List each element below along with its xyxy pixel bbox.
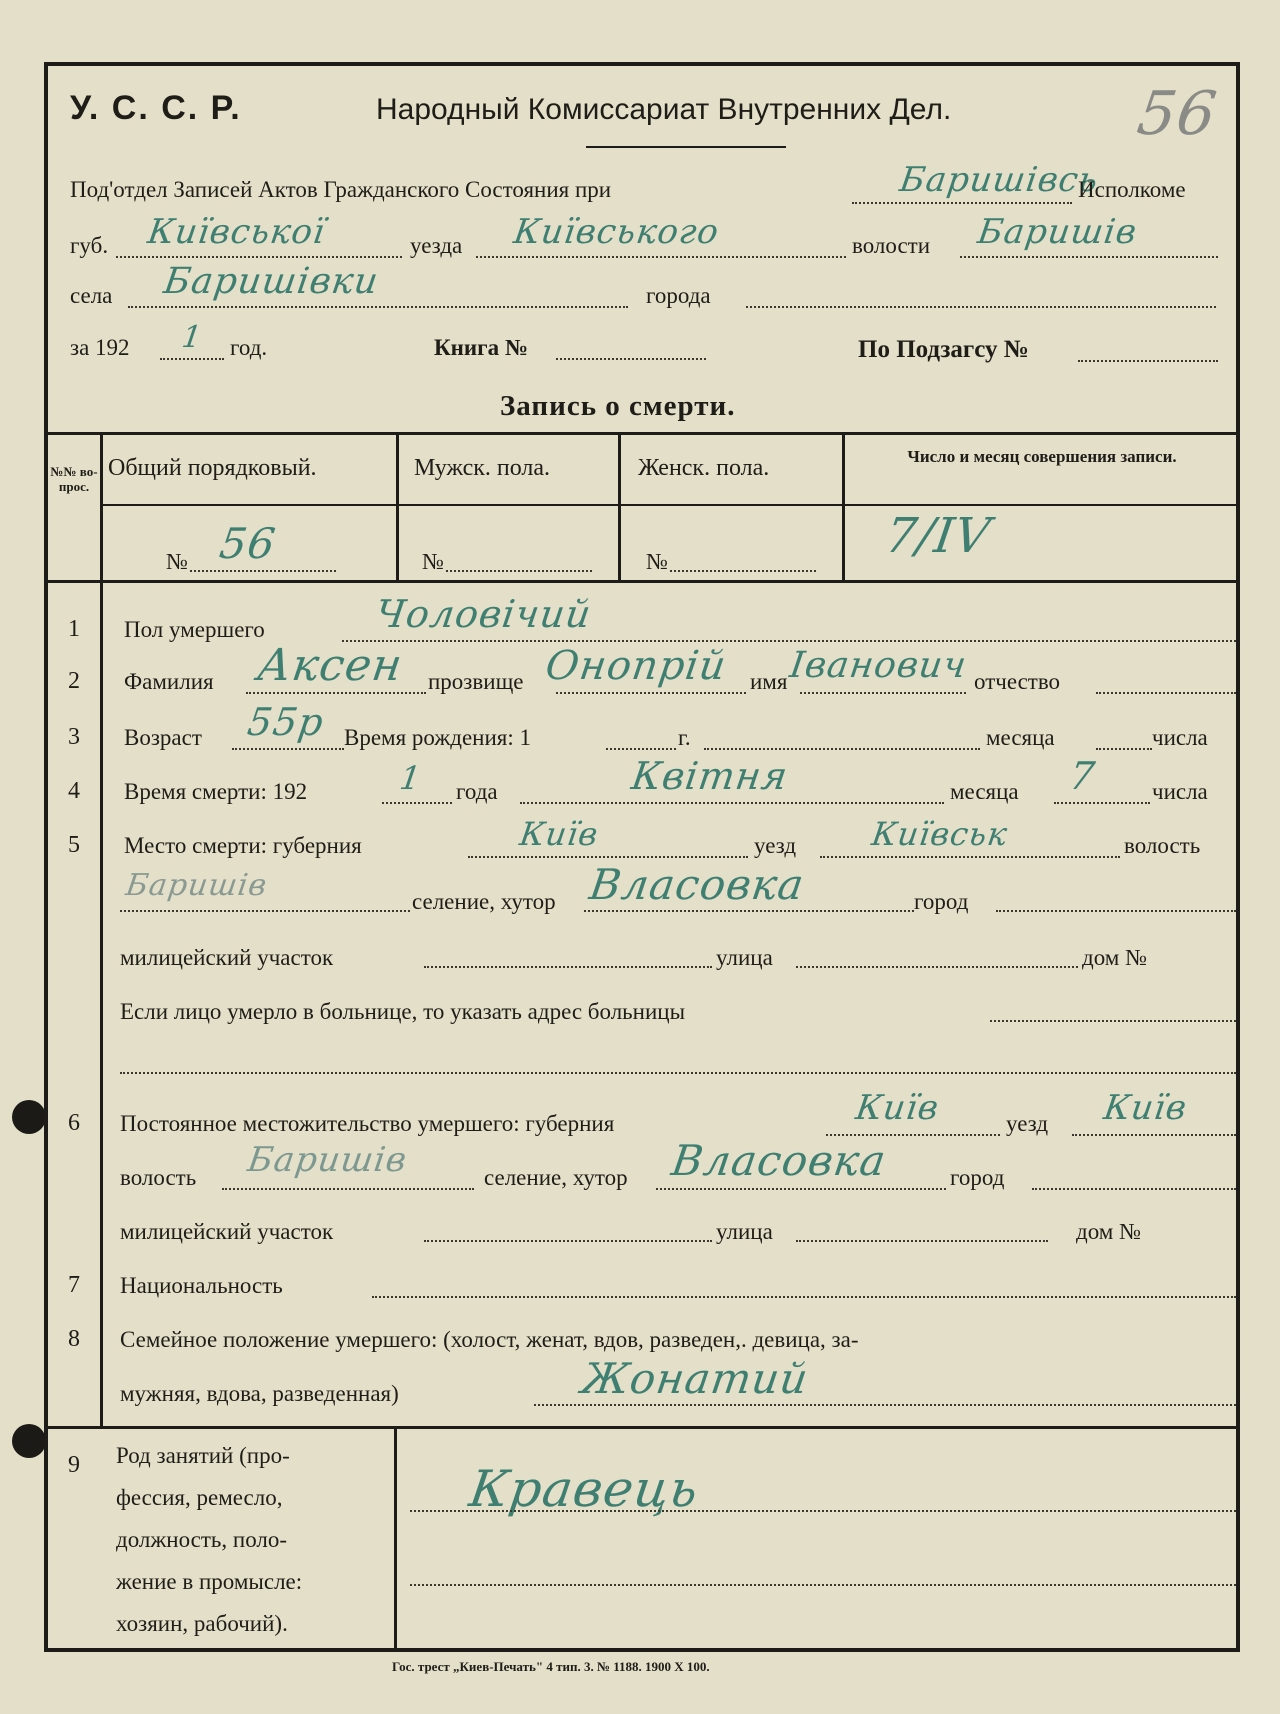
ussr-label: У. С. С. Р. xyxy=(70,89,242,127)
q5-street-line xyxy=(796,966,1078,968)
selo-value: Баришівки xyxy=(161,261,382,302)
uezd-value: Київського xyxy=(511,212,722,252)
volost-label: волости xyxy=(852,233,931,258)
q5-number: 5 xyxy=(68,832,80,858)
q4-month: Квітня xyxy=(628,754,791,798)
q5-militia-line xyxy=(424,966,712,968)
q6-volost: Баришів xyxy=(245,1140,410,1180)
q3-day-label: числа xyxy=(1152,725,1208,750)
q5-hospital-line-2 xyxy=(120,1072,1236,1074)
q5-gorod-label: город xyxy=(914,889,969,914)
q5-label: Место смерти: губерния xyxy=(124,833,362,858)
question-col-header: №№ во-прос. xyxy=(50,464,98,494)
q7-line xyxy=(372,1296,1236,1298)
q3-age-line xyxy=(232,748,344,750)
q6-selo: Власовка xyxy=(668,1136,890,1185)
q5-uezd-line xyxy=(820,856,1120,858)
table-header-bottom-rule xyxy=(48,580,1236,583)
q4-year-line xyxy=(382,802,452,804)
col-divider-2 xyxy=(618,432,621,582)
q2-surname: Аксен xyxy=(254,640,406,691)
ministry-title: Народный Комиссариат Внутренних Дел. xyxy=(376,93,952,126)
q3-birth-label: Время рождения: 1 xyxy=(344,725,531,750)
q5-house-label: дом № xyxy=(1082,945,1148,970)
col2-no-label: № xyxy=(422,549,444,574)
q4-number: 4 xyxy=(68,778,80,804)
punch-hole-bottom xyxy=(12,1424,46,1458)
god-label: год. xyxy=(230,335,268,360)
q6-gorod-line xyxy=(1032,1188,1236,1190)
q5-selo-label: селение, хутор xyxy=(412,889,556,914)
q2-patronymic-line xyxy=(1096,692,1236,694)
volost-line xyxy=(960,256,1218,258)
q7-number: 7 xyxy=(68,1272,80,1298)
col1-header: Общий порядковый. xyxy=(108,455,317,481)
q2-name-label: имя xyxy=(750,669,788,694)
q4-month-value-line xyxy=(520,802,944,804)
q1-number: 1 xyxy=(68,616,80,642)
q3-age: 55р xyxy=(244,700,327,744)
archive-number: 56 xyxy=(1133,79,1222,149)
q9-label-1: Род занятий (про- xyxy=(116,1443,290,1468)
record-date-value: 7/IV xyxy=(882,508,995,564)
punch-hole-top xyxy=(12,1100,46,1134)
col-divider-q xyxy=(100,432,103,582)
q9-label-2: фессия, ремесло, xyxy=(116,1485,283,1510)
q4-label: Время смерти: 192 xyxy=(124,779,308,804)
q2-nick-line xyxy=(556,692,746,694)
podzagsu-label: По Подзагсу № xyxy=(858,336,1029,363)
podzagsu-line xyxy=(1078,360,1218,362)
q1-answer: Чоловічий xyxy=(372,592,595,636)
q9-number: 9 xyxy=(68,1452,80,1478)
header-inner-rule xyxy=(100,504,1236,506)
q8-line xyxy=(534,1404,1236,1406)
q7-label: Национальность xyxy=(120,1273,283,1298)
q5-hospital-line xyxy=(990,1020,1236,1022)
q4-month-label: месяца xyxy=(950,779,1019,804)
q2-surname-line xyxy=(246,692,426,694)
executive-label: Исполкоме xyxy=(1078,177,1186,202)
q3-g-line xyxy=(704,748,980,750)
q5-street-label: улица xyxy=(716,945,773,970)
subdept-label: Под'отдел Записей Актов Гражданского Состояния при xyxy=(70,177,612,202)
q9-line-1 xyxy=(410,1510,1236,1512)
col3-no-line xyxy=(670,570,816,572)
record-title: Запись о смерти. xyxy=(500,390,736,422)
q1-label: Пол умершего xyxy=(124,617,265,642)
q2-nick-label: прозвище xyxy=(428,669,524,694)
q5-uezd-label: уезд xyxy=(754,833,797,858)
col2-no-line xyxy=(446,570,592,572)
col-divider-3 xyxy=(842,432,845,582)
q5-gorod-line xyxy=(996,910,1236,912)
q1-line xyxy=(342,640,1236,642)
gorod-label: города xyxy=(646,283,711,308)
q5-gub: Київ xyxy=(517,815,601,853)
uezd-line xyxy=(476,256,846,258)
q5-volost-label: волость xyxy=(1124,833,1201,858)
subdept-value: Баришівсь xyxy=(897,160,1102,200)
gorod-line xyxy=(746,306,1216,308)
q4-day-line xyxy=(1054,802,1150,804)
book-line xyxy=(556,358,706,360)
q4-year-digit: 1 xyxy=(397,759,425,797)
book-label: Книга № xyxy=(434,335,528,360)
q5-uezd: Київськ xyxy=(869,815,1011,853)
col3-header: Женск. пола. xyxy=(638,455,770,481)
q5-selo: Власовка xyxy=(586,860,808,909)
q9-divider xyxy=(394,1428,397,1648)
col2-header: Мужск. пола. xyxy=(414,455,551,481)
printer-imprint: Гос. трест „Киев-Печать" 4 тип. 3. № 1188. 1900 Х 100. xyxy=(392,1659,710,1674)
q5-militia-label: милицейский участок xyxy=(120,945,334,970)
year-label: за 192 xyxy=(70,335,130,360)
q6-volost-line xyxy=(222,1188,474,1190)
q2-patronymic: Іванович xyxy=(787,645,970,686)
section-9-top-rule xyxy=(48,1426,1236,1429)
gub-line xyxy=(116,256,402,258)
q2-name-line xyxy=(800,692,966,694)
q3-birth-line xyxy=(606,748,676,750)
col1-no-label: № xyxy=(166,549,188,574)
q6-number: 6 xyxy=(68,1110,80,1136)
num-col-divider xyxy=(100,582,103,1428)
q6-gub: Київ xyxy=(853,1088,942,1128)
table-top-rule xyxy=(48,432,1236,435)
q6-label: Постоянное местожительство умершего: губерния xyxy=(120,1111,615,1136)
q3-g-label: г. xyxy=(678,725,691,750)
q6-street-label: улица xyxy=(716,1219,773,1244)
q6-uezd-label: уезд xyxy=(1006,1111,1049,1136)
q8-number: 8 xyxy=(68,1326,80,1352)
q8-label-line2: мужняя, вдова, разведенная) xyxy=(120,1381,399,1406)
col-divider-1 xyxy=(396,432,399,582)
q6-uezd: Київ xyxy=(1101,1088,1190,1128)
q6-uezd-line xyxy=(1072,1134,1236,1136)
q2-number: 2 xyxy=(68,668,80,694)
q6-militia-label: милицейский участок xyxy=(120,1219,334,1244)
q2-name: Онопрій xyxy=(542,643,730,689)
q6-selo-label: селение, хутор xyxy=(484,1165,628,1190)
volost-value: Баришів xyxy=(975,212,1140,252)
q4-day-label: числа xyxy=(1152,779,1208,804)
q4-day: 7 xyxy=(1066,754,1099,798)
q9-label-3: должность, поло- xyxy=(116,1527,288,1552)
uezd-label: уезда xyxy=(410,233,463,258)
q9-label-4: жение в промысле: xyxy=(116,1569,303,1594)
q6-gorod-label: город xyxy=(950,1165,1005,1190)
year-digit: 1 xyxy=(179,320,205,355)
subdept-line xyxy=(852,202,1072,204)
col4-header: Число и месяц совершения записи. xyxy=(907,447,1177,466)
q9-line-2 xyxy=(410,1584,1236,1586)
q6-house-label: дом № xyxy=(1076,1219,1142,1244)
gub-label: губ. xyxy=(70,233,109,258)
gub-value: Київської xyxy=(145,212,328,252)
title-underline xyxy=(586,146,786,148)
q8-label-line1: Семейное положение умершего: (холост, женат, вдов, разведен,. девица, за- xyxy=(120,1327,859,1352)
q3-month-label: месяца xyxy=(986,725,1055,750)
q6-militia-line xyxy=(424,1240,712,1242)
q9-answer: Кравець xyxy=(465,1460,703,1518)
q4-year-label: года xyxy=(456,779,498,804)
q2-surname-label: Фамилия xyxy=(124,669,214,694)
q5-hospital-label: Если лицо умерло в больнице, то указать адрес больницы xyxy=(120,999,686,1024)
q3-month-line xyxy=(1096,748,1152,750)
selo-label: села xyxy=(70,283,113,308)
col3-no-label: № xyxy=(646,549,668,574)
q9-label-5: хозяин, рабочий). xyxy=(116,1611,288,1636)
q8-answer: Жонатий xyxy=(578,1354,812,1403)
q6-volost-label: волость xyxy=(120,1165,197,1190)
q5-selo-line xyxy=(584,910,914,912)
selo-line xyxy=(128,306,628,308)
q5-volost: Баришів xyxy=(123,868,270,903)
q3-number: 3 xyxy=(68,724,80,750)
q6-street-line xyxy=(796,1240,1048,1242)
q6-selo-line xyxy=(656,1188,946,1190)
col1-no-line xyxy=(190,570,336,572)
q2-patronymic-label: отчество xyxy=(974,669,1061,694)
q5-volost-line xyxy=(120,910,410,912)
q5-gub-line xyxy=(468,856,748,858)
year-line xyxy=(160,358,224,360)
general-number-value: 56 xyxy=(216,519,279,568)
q3-age-label: Возраст xyxy=(124,725,202,750)
